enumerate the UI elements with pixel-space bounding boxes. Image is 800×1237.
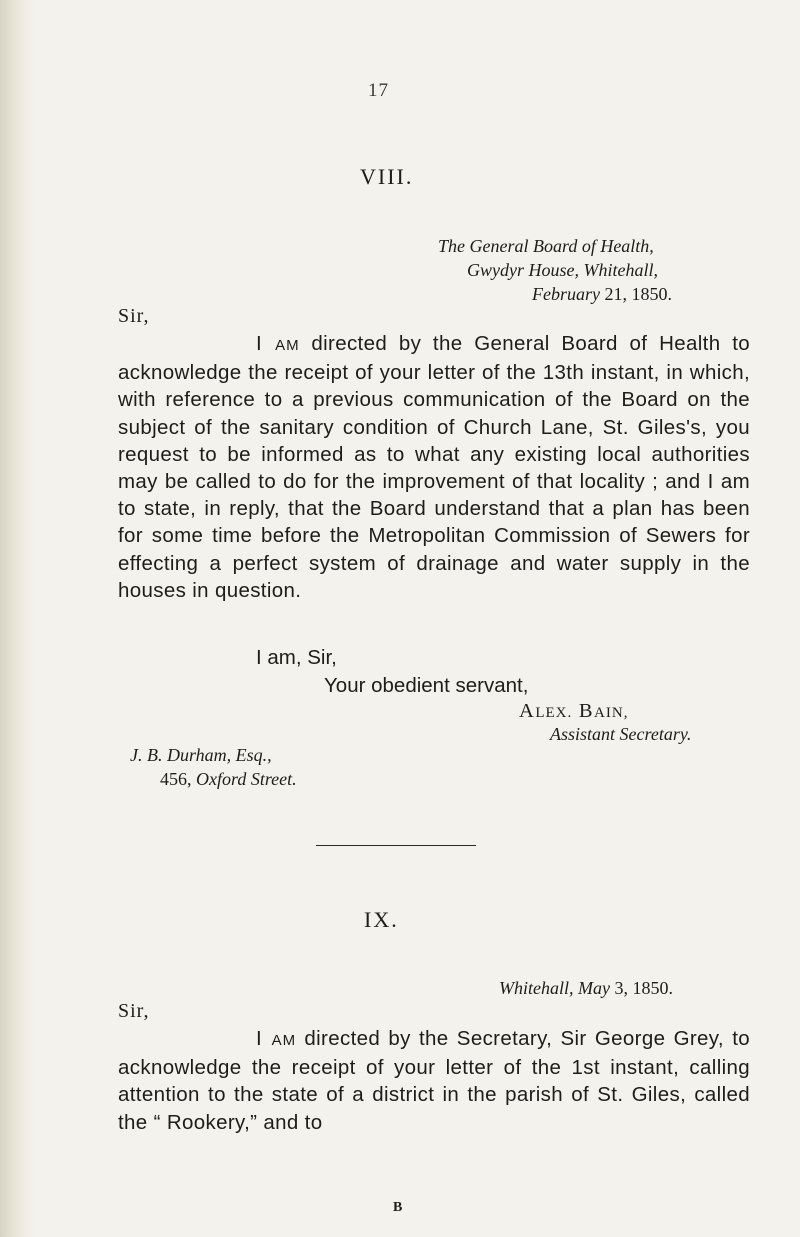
lead-word-ix: I AM <box>256 1027 297 1050</box>
recipient-address: 456, Oxford Street. <box>160 769 297 789</box>
letter-body-viii <box>118 330 750 604</box>
salutation-viii: Sir, <box>118 305 150 327</box>
letter-body-text-viii: directed by the General Board of Health to acknowledge the receipt of your letter of the 13th instant, in which, with reference to a previous communication of the Board on the subject of the sanitary condition of Church Lane, St. Giles's, you request to be informed as to what any existing local authorities may be called to do for the improvement of that locality ; and I am to state, in reply, that the Board understand that a plan has been for some time before the Metropolitan Commission of Sewers for effecting a perfect system of drainage and water supply in the houses in question. <box>118 332 751 602</box>
sender-address-line-1: The General Board of Health, <box>438 236 654 256</box>
page-binding-edge <box>0 0 34 1237</box>
letter-date-month: February <box>532 284 600 304</box>
signer-title: Assistant Secretary. <box>550 724 692 744</box>
letter-date-rest: 21, 1850. <box>599 284 672 304</box>
closing-line-2: Your obedient servant, <box>324 674 529 697</box>
letter-body-text-ix: directed by the Secretary, Sir George Grey, to acknowledge the receipt of your letter of the 1st instant, calling attention to the state of a district in the parish of St. Giles, called the “ Rookery,” and to <box>118 1027 750 1134</box>
printer-signature-mark: B <box>393 1200 403 1215</box>
closing-line-1: I am, Sir, <box>256 646 337 669</box>
signer-name: ALEX. BAIN, <box>519 700 629 722</box>
page-number: 17 <box>368 80 389 101</box>
recipient-name: J. B. Durham, Esq., <box>130 745 272 765</box>
letter-date <box>532 284 672 305</box>
letter-place-date-ix: Whitehall, May 3, 1850. <box>499 978 673 998</box>
sender-address-line-2: Gwydyr House, Whitehall, <box>467 260 658 280</box>
section-divider <box>316 845 476 846</box>
letter-body-ix <box>118 1025 750 1136</box>
salutation-ix: Sir, <box>118 1000 150 1022</box>
letter-heading-viii: VIII. <box>360 164 414 189</box>
letter-heading-ix: IX. <box>364 907 399 932</box>
lead-word-viii: I AM <box>256 332 300 355</box>
